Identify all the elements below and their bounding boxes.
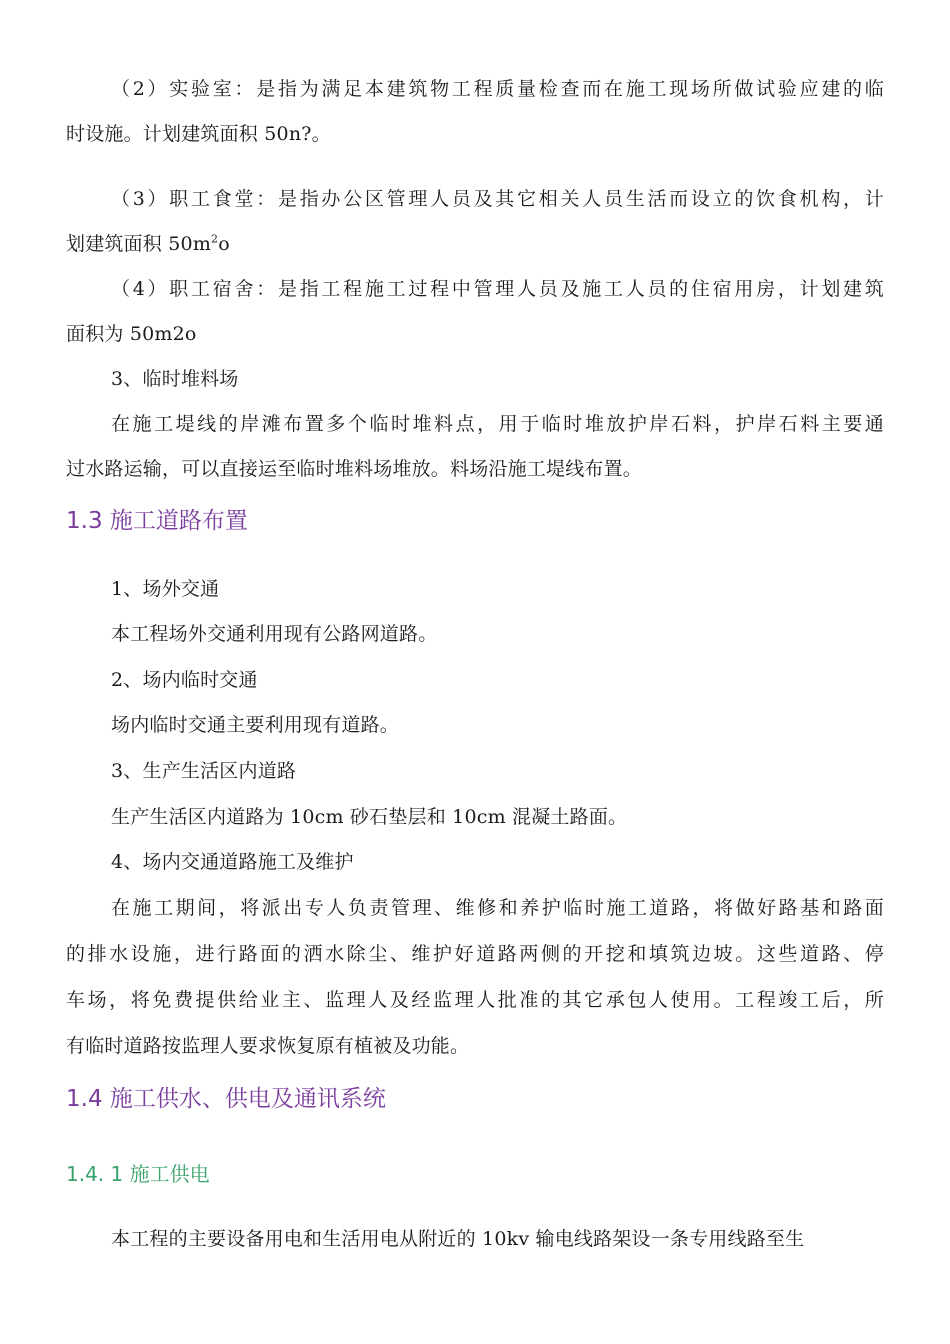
canteen-area-suffix: o	[218, 233, 230, 255]
item2-title: 2、场内临时交通	[111, 669, 258, 691]
item2-text: 场内临时交通主要利用现有道路。	[111, 714, 400, 736]
section-heading-1-4: 1.4 施工供水、供电及通讯系统	[66, 1086, 386, 1112]
canteen-paragraph-line-1: （3）职工食堂：是指办公区管理人员及其它相关人员生活而设立的饮食机构，计	[111, 188, 884, 210]
canteen-area-superscript: 2	[211, 232, 219, 246]
canteen-paragraph-line-2	[66, 231, 884, 257]
item1-title: 1、场外交通	[111, 578, 220, 600]
item4-paragraph-line-1: 在施工期间，将派出专人负责管理、维修和养护临时施工道路，将做好路基和路面	[111, 897, 884, 919]
lab-paragraph-line-1: （2）实验室：是指为满足本建筑物工程质量检查而在施工现场所做试验应建的临	[111, 78, 884, 100]
item4-paragraph-line-2: 的排水设施，进行路面的洒水除尘、维护好道路两侧的开挖和填筑边坡。这些道路、停	[66, 943, 884, 965]
power-paragraph-line-1: 本工程的主要设备用电和生活用电从附近的 10kv 输电线路架设一条专用线路至生	[111, 1228, 805, 1250]
canteen-area-text: 划建筑面积 50m	[66, 233, 212, 255]
dorm-paragraph-line-1: （4）职工宿舍：是指工程施工过程中管理人员及施工人员的住宿用房，计划建筑	[111, 278, 884, 300]
lab-paragraph-line-2: 时设施。计划建筑面积 50n?。	[66, 123, 331, 145]
yard-title: 3、临时堆料场	[111, 368, 239, 390]
item4-title: 4、场内交通道路施工及维护	[111, 851, 354, 873]
item1-text: 本工程场外交通利用现有公路网道路。	[111, 623, 438, 645]
item3-title: 3、生产生活区内道路	[111, 760, 297, 782]
subsection-heading-1-4-1: 1.4. 1 施工供电	[66, 1162, 210, 1186]
yard-paragraph-line-1: 在施工堤线的岸滩布置多个临时堆料点，用于临时堆放护岸石料，护岸石料主要通	[111, 413, 884, 435]
dorm-paragraph-line-2: 面积为 50m2o	[66, 323, 197, 345]
item3-text: 生产生活区内道路为 10cm 砂石垫层和 10cm 混凝土路面。	[111, 806, 628, 828]
yard-paragraph-line-2: 过水路运输，可以直接运至临时堆料场堆放。料场沿施工堤线布置。	[66, 458, 643, 480]
section-heading-1-3: 1.3 施工道路布置	[66, 508, 248, 534]
item4-paragraph-line-4: 有临时道路按监理人要求恢复原有植被及功能。	[66, 1035, 470, 1057]
item4-paragraph-line-3: 车场，将免费提供给业主、监理人及经监理人批准的其它承包人使用。工程竣工后，所	[66, 989, 884, 1011]
